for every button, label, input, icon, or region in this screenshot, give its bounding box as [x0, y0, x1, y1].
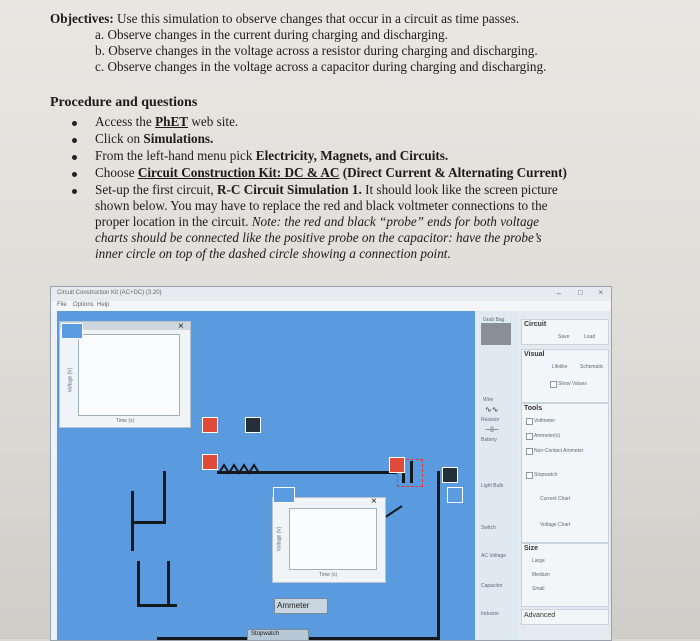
wire — [137, 604, 177, 607]
minimize-icon[interactable]: – — [556, 289, 561, 298]
close-icon[interactable]: × — [178, 321, 184, 332]
step-2-bold: Simulations. — [143, 131, 214, 146]
procedure-step-1 — [95, 114, 238, 130]
menu-file[interactable]: File — [57, 302, 67, 308]
red-probe[interactable] — [202, 454, 218, 470]
bullet-icon — [72, 155, 77, 160]
wire — [437, 471, 440, 641]
procedure-step-5-line-3 — [95, 214, 539, 230]
ammeter[interactable] — [274, 598, 328, 614]
step-5-text: Set-up the first circuit, — [95, 182, 217, 197]
window-title: Circuit Construction Kit (AC+DC) (3.20) — [57, 290, 162, 296]
toolbox-ac-voltage[interactable]: AC Voltage — [481, 553, 507, 559]
tool-current-chart[interactable]: Current Chart — [540, 496, 571, 502]
objective-a: a. Observe changes in the current during charging and discharging. — [95, 27, 448, 42]
window-titlebar — [51, 287, 611, 301]
toolbox-wire[interactable]: Wire — [483, 397, 494, 403]
stopwatch[interactable] — [247, 629, 309, 641]
red-probe[interactable] — [389, 457, 405, 473]
circuit-title: Circuit — [524, 321, 547, 328]
simulation-screenshot — [50, 286, 612, 641]
step-4-text: Choose — [95, 165, 138, 180]
tool-stopwatch: Stopwatch — [534, 472, 558, 478]
voltage-chart-2[interactable] — [272, 497, 386, 583]
step-5-note: Note: the red and black “probe” ends for both voltage — [251, 214, 540, 229]
procedure-step-5-line-2: shown below. You may have to replace the red and black voltmeter connections to the — [95, 198, 548, 213]
lifelike-radio[interactable]: Lifelike — [552, 364, 568, 370]
save-button[interactable]: Save — [558, 334, 570, 340]
visual-title: Visual — [524, 351, 545, 358]
toolbox-resistor[interactable]: Resistor — [481, 417, 500, 423]
step-1-text-end: web site. — [188, 114, 239, 129]
chart-y-label: Voltage (V) — [276, 526, 283, 552]
toolbox-inductor[interactable]: Inductor — [481, 611, 500, 617]
close-icon[interactable]: × — [598, 288, 603, 297]
size-title: Size — [524, 545, 539, 552]
ammeter-label: Ammeter — [277, 601, 310, 610]
visual-section — [521, 349, 609, 403]
wire — [267, 471, 397, 474]
objectives-line — [50, 11, 519, 27]
procedure-step-5-line-5: inner circle on top of the dashed circle showing a connection point. — [95, 246, 451, 261]
zoom-control[interactable] — [273, 487, 295, 503]
size-large[interactable]: Large — [532, 558, 545, 564]
component-toolbox — [475, 311, 517, 640]
procedure-step-5-line-4: charts should be connected like the positive probe on the capacitor: have the probe’s — [95, 230, 542, 245]
size-medium[interactable]: Medium — [532, 572, 550, 578]
tool-voltmeter: Voltmeter — [534, 418, 556, 424]
toolbox-switch[interactable]: Switch — [481, 525, 496, 531]
chart-x-label: Time (s) — [116, 418, 135, 424]
close-icon[interactable]: × — [371, 496, 377, 507]
chart-x-label: Time (s) — [319, 572, 338, 578]
step-3-bold: Electricity, Magnets, and Circuits. — [255, 148, 449, 163]
step-5-bold: R-C Circuit Simulation 1. — [216, 182, 362, 197]
ammeter-checkbox[interactable] — [526, 433, 533, 440]
chart-plot-area — [78, 334, 180, 416]
wire — [137, 561, 140, 606]
menu-options[interactable]: Options — [73, 302, 94, 308]
zoom-control[interactable] — [447, 487, 463, 503]
battery-icon[interactable]: ⊣⊢ — [485, 425, 499, 434]
load-button[interactable]: Load — [584, 334, 596, 340]
tools-title: Tools — [524, 405, 543, 412]
step-5-line-3-text: proper location in the circuit. — [95, 214, 252, 229]
show-values-label: Show Values — [558, 381, 587, 387]
non-contact-ammeter-checkbox[interactable] — [526, 448, 533, 455]
schematic-radio[interactable]: Schematic — [580, 364, 604, 370]
size-small[interactable]: Small — [532, 586, 545, 592]
step-2-text: Click on — [95, 131, 144, 146]
tool-ammeter: Ammeter(s) — [534, 433, 561, 439]
phet-link[interactable]: PhET — [155, 114, 189, 129]
voltmeter-checkbox[interactable] — [526, 418, 533, 425]
procedure-step-2 — [95, 131, 213, 147]
chart-plot-area — [289, 508, 377, 570]
bullet-icon — [72, 189, 77, 194]
objectives-label: Objectives: — [50, 11, 114, 26]
wire — [131, 521, 166, 524]
bullet-icon — [72, 172, 77, 177]
step-5-text-end: It should look like the screen picture — [361, 182, 558, 197]
resistor[interactable] — [219, 461, 259, 477]
toolbox-capacitor[interactable]: Capacitor — [481, 583, 503, 589]
bullet-icon — [72, 121, 77, 126]
step-3-text: From the left-hand menu pick — [95, 148, 256, 163]
procedure-heading: Procedure and questions — [50, 95, 198, 110]
maximize-icon[interactable]: □ — [578, 288, 583, 297]
toolbox-battery[interactable]: Battery — [481, 437, 497, 443]
menu-bar — [51, 301, 611, 311]
black-probe[interactable] — [245, 417, 261, 433]
show-values-checkbox[interactable] — [550, 381, 557, 388]
tools-section — [521, 403, 609, 543]
bullet-icon — [72, 138, 77, 143]
objective-b: b. Observe changes in the voltage across a resistor during charging and discharging. — [95, 43, 538, 58]
step-1-text: Access the — [95, 114, 156, 129]
tool-non-contact-ammeter: Non-Contact Ammeter — [534, 448, 584, 454]
objective-c: c. Observe changes in the voltage across a capacitor during charging and discharging. — [95, 59, 547, 74]
step-4-bold: (Direct Current & Alternating Current) — [339, 165, 567, 180]
tool-voltage-chart[interactable]: Voltage Chart — [540, 522, 571, 528]
cck-link[interactable]: Circuit Construction Kit: DC & AC — [137, 165, 340, 180]
procedure-step-5-line-1 — [95, 182, 558, 198]
resistor-icon[interactable]: ∿∿ — [485, 405, 499, 414]
red-probe[interactable] — [202, 417, 218, 433]
stopwatch-label: Stopwatch — [251, 631, 280, 637]
wire — [163, 471, 166, 521]
stopwatch-checkbox[interactable] — [526, 472, 533, 479]
grab-bag-icon[interactable] — [481, 323, 511, 345]
control-panel — [517, 311, 611, 640]
advanced-section[interactable] — [521, 609, 609, 625]
menu-help[interactable]: Help — [97, 302, 110, 308]
advanced-title: Advanced — [524, 612, 556, 619]
circuit-section — [521, 319, 609, 345]
wire — [167, 561, 170, 606]
objectives-intro: Use this simulation to observe changes that occur in a circuit as time passes. — [117, 11, 520, 26]
grab-bag-label: Grab Bag — [483, 317, 505, 323]
toolbox-light-bulb[interactable]: Light Bulb — [481, 483, 504, 489]
size-section — [521, 543, 609, 607]
zoom-control[interactable] — [61, 323, 83, 339]
chart-y-label: Voltage (V) — [67, 367, 74, 393]
procedure-step-4 — [95, 165, 567, 181]
black-probe[interactable] — [442, 467, 458, 483]
circuit-canvas[interactable] — [57, 311, 475, 640]
procedure-step-3 — [95, 148, 448, 164]
